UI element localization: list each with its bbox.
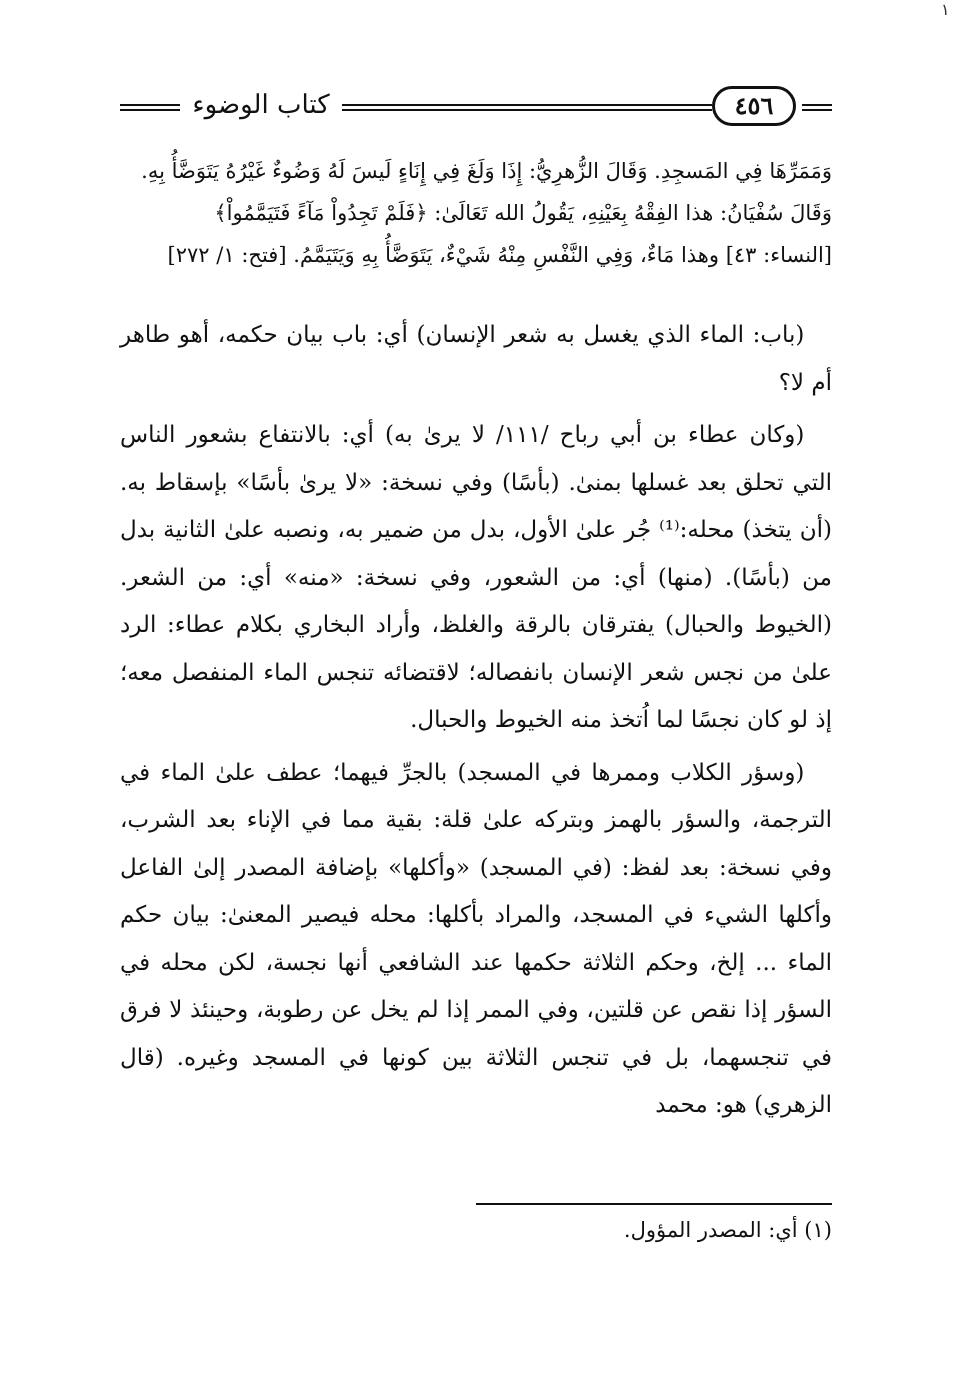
footnote-separator <box>476 1203 832 1205</box>
page-corner-mark: ١ <box>941 0 950 19</box>
hadith-quote-block <box>120 150 832 276</box>
commentary-text <box>120 312 832 1135</box>
commentary-paragraph: (باب: الماء الذي يغسل به شعر الإنسان) أي: باب بيان حكمه، أهو طاهر أم لا؟ <box>120 322 832 396</box>
header-rule-middle <box>342 104 712 112</box>
footnote: (١) أي: المصدر المؤول. <box>623 1218 832 1242</box>
quote-line: [النساء: ٤٣] وهذا مَاءٌ، وَفِي النَّفْسِ مِنْهُ شَيْءٌ، يَتَوَضَّأُ بِهِ وَيَتَيَمَّمُ. [فتح: ١/ ٢٧٢] <box>167 243 832 267</box>
header-rule-left <box>120 104 180 112</box>
quote-line: وَمَمَرِّهَا فِي المَسجِدِ. وَقَالَ الزُّهرِيُّ: إِذَا وَلَغَ فِي إِنَاءٍ لَيسَ لَهُ وَضُوءٌ غَيْرُهُ يَتَوَضَّأُ بِهِ. <box>141 159 832 183</box>
commentary-paragraph: (وسؤر الكلاب وممرها في المسجد) بالجرِّ فيهما؛ عطف علىٰ الماء في الترجمة، والسؤر بالهمز وبتركه علىٰ قلة: بقية مما في الإناء بعد الشرب، وفي نسخة: بعد لفظ: (في المسجد) «وأكلها» بإضافة المصدر إلىٰ الفاعل وأكلها الشيء في المسجد، والمراد بأكلها: محله فيصير المعنىٰ: بيان حكم الماء ... إلخ، وحكم الثلاثة حكمها عند الشافعي أنها نجسة، لكن محله في السؤر إذا نقص عن قلتين، وفي الممر إذا لم يخل عن رطوبة، وحينئذ لا فرق في تنجسهما، بل في تنجس الثلاثة بين كونها في المسجد وغيره. (قال الزهري) هو: محمد <box>120 759 832 1118</box>
header-rule-right <box>802 104 832 112</box>
chapter-title: كتاب الوضوء <box>192 90 330 120</box>
page-number: ٤٥٦ <box>712 86 796 126</box>
running-header <box>120 84 832 134</box>
quote-line: وَقَالَ سُفْيَانُ: هذا الفِقْهُ بِعَيْنِهِ، يَقُولُ الله تَعَالَىٰ: ﴿فَلَمْ تَجِدُواْ مَآءً فَتَيَمَّمُواْ﴾ <box>214 201 832 225</box>
commentary-paragraph: (وكان عطاء بن أبي رباح /١١١/ لا يرىٰ به) أي: بالانتفاع بشعور الناس التي تحلق بعد غسلها بمنىٰ. (بأسًا) وفي نسخة: «لا يرىٰ بأسًا» بإسقاط به. (أن يتخذ) محله:⁽¹⁾ جُر علىٰ الأول، بدل من ضمير به، ونصبه علىٰ الثانية بدل من (بأسًا). (منها) أي: من الشعور، وفي نسخة: «منه» أي: من الشعر. (الخيوط والحبال) يفترقان بالرقة والغلظ، وأراد البخاري بكلام عطاء: الرد علىٰ من نجس شعر الإنسان بانفصاله؛ لاقتضائه تنجس الماء المنفصل معه؛ إذ لو كان نجسًا لما اُتخذ منه الخيوط والحبال. <box>120 422 832 733</box>
